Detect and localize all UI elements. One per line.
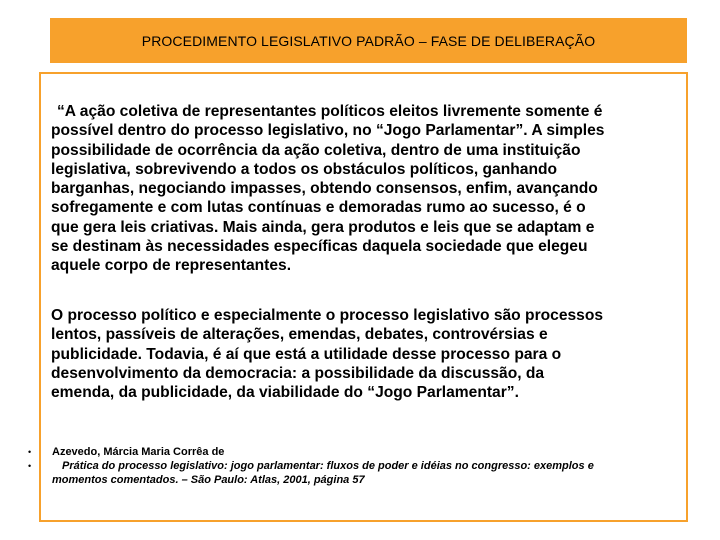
title-bar xyxy=(50,18,687,63)
paragraph-line: O processo político e especialmente o processo legislativo são processos xyxy=(51,307,604,324)
quote-line: se destinam às necessidades específicas daquela sociedade que elegeu xyxy=(51,238,588,256)
quote-paragraph xyxy=(51,102,699,276)
quote-line: que gera leis criativas. Mais ainda, gera produtos e leis que se adaptam e xyxy=(51,218,595,236)
reference-item xyxy=(28,445,668,459)
quote-line: barganhas, negociando impasses, obtendo consensos, enfim, avançando xyxy=(51,180,598,198)
paragraph-line: desenvolvimento da democracia: a possibilidade da discussão, da xyxy=(51,364,545,382)
quote-line: sofregamente e com lutas contínuas e demoradas rumo ao sucesso, é o xyxy=(51,199,586,217)
quote-line: “A ação coletiva de representantes políticos eleitos livremente somente é xyxy=(57,103,603,120)
reference-work: Prática do processo legislativo: jogo parlamentar: fluxos de poder e idéias no congresso: exemplos e xyxy=(62,460,594,472)
quote-line: aquele corpo de representantes. xyxy=(51,257,292,275)
reference-item xyxy=(28,459,668,473)
paragraph-line: lentos, passíveis de alterações, emendas, debates, controvérsias e xyxy=(51,326,548,344)
references-list xyxy=(28,445,668,487)
paragraph-line: emenda, da publicidade, da viabilidade do “Jogo Parlamentar”. xyxy=(51,384,519,402)
bullet-icon: • xyxy=(28,461,32,471)
reference-author: Azevedo, Márcia Maria Corrêa de xyxy=(52,446,225,458)
paragraph-line: publicidade. Todavia, é aí que está a utilidade desse processo para o xyxy=(51,345,562,363)
bullet-icon: • xyxy=(28,447,32,457)
body-paragraph xyxy=(51,306,701,402)
page-title: PROCEDIMENTO LEGISLATIVO PADRÃO – FASE DE DELIBERAÇÃO xyxy=(141,32,596,49)
quote-line: possibilidade de ocorrência da ação coletiva, dentro de uma instituição xyxy=(51,141,581,159)
quote-line: possível dentro do processo legislativo, no “Jogo Parlamentar”. A simples xyxy=(51,122,605,140)
reference-work-continued: momentos comentados. – São Paulo: Atlas, 2001, página 57 xyxy=(52,474,365,486)
quote-line: legislativa, sobrevivendo a todos os obstáculos políticos, ganhando xyxy=(51,160,558,178)
